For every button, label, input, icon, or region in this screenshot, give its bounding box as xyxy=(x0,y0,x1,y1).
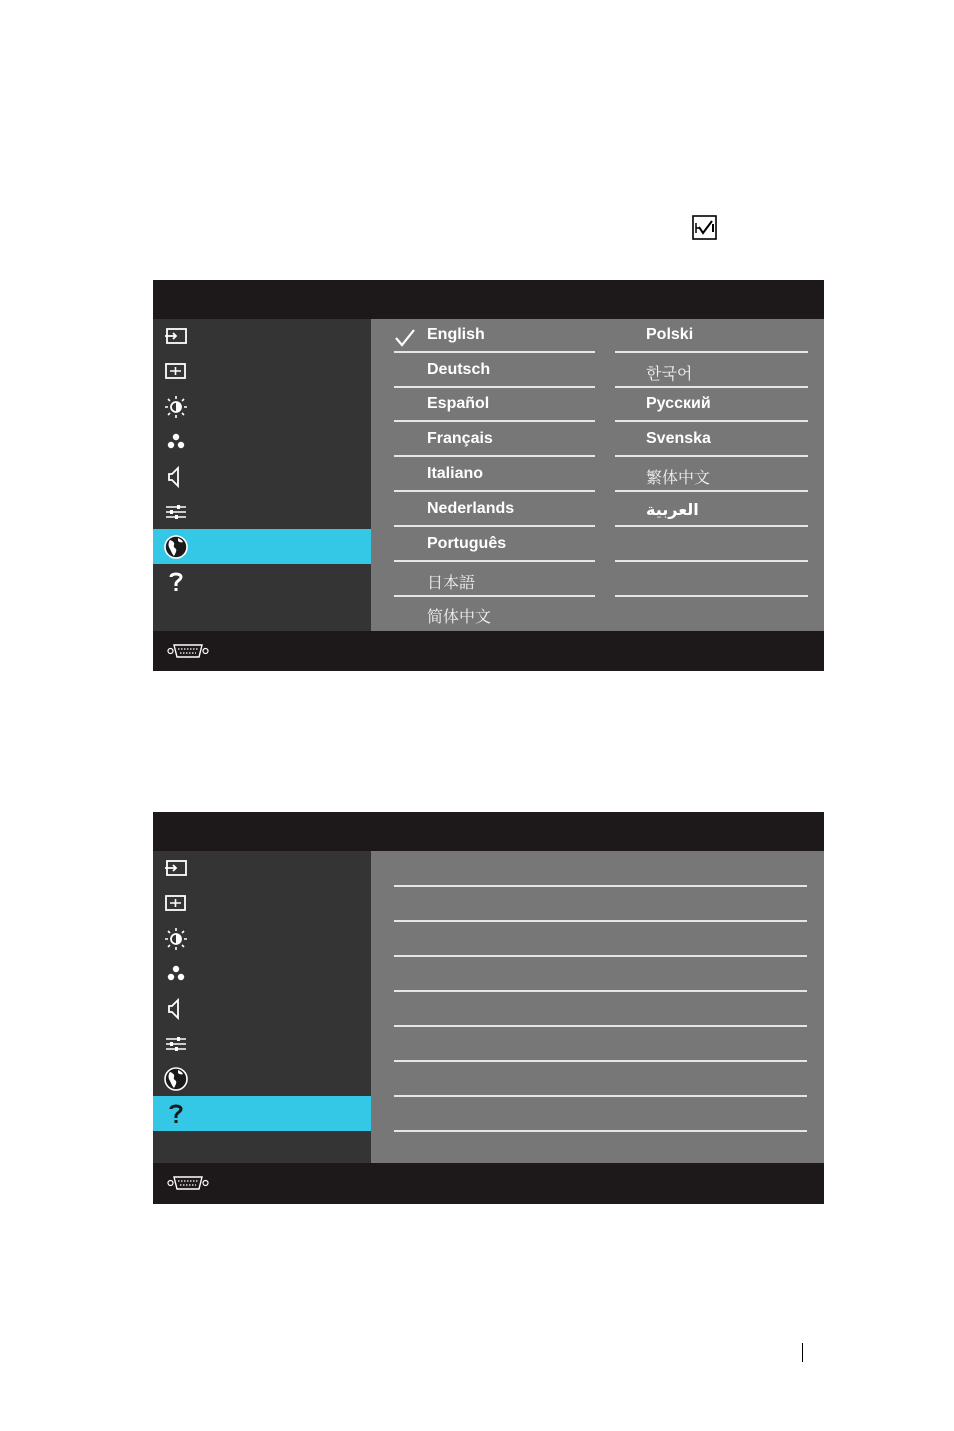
menu-row-divider xyxy=(394,1095,807,1097)
sidebar-item-auto-adjust[interactable] xyxy=(153,354,371,389)
language-option[interactable] xyxy=(394,563,595,597)
vga-connector-icon xyxy=(167,1174,209,1192)
language-label: Español xyxy=(427,395,490,412)
language-option[interactable] xyxy=(394,458,595,492)
language-option[interactable] xyxy=(394,354,595,388)
language-label: Deutsch xyxy=(427,361,491,378)
auto-adjust-icon xyxy=(163,891,189,917)
osd-sidebar xyxy=(153,319,371,631)
language-option[interactable] xyxy=(615,354,808,388)
language-icon xyxy=(163,1066,189,1092)
menu-row-divider xyxy=(394,1060,807,1062)
input-source-icon xyxy=(163,856,189,882)
language-label: Русский xyxy=(646,395,711,412)
language-option[interactable] xyxy=(615,563,808,597)
color-icon xyxy=(163,961,189,987)
audio-icon xyxy=(163,464,189,490)
vga-connector-icon xyxy=(167,642,209,660)
language-icon xyxy=(163,534,189,560)
input-source-icon xyxy=(163,324,189,350)
sidebar-item-color[interactable] xyxy=(153,956,371,991)
language-label: 日本語 xyxy=(427,575,476,592)
osd-title-bar xyxy=(153,812,824,851)
language-label: 한국어 xyxy=(646,366,693,383)
sidebar-item-help[interactable] xyxy=(153,1096,371,1131)
osd-language-panel xyxy=(371,319,824,631)
language-option[interactable] xyxy=(615,528,808,562)
language-option[interactable] xyxy=(394,388,595,422)
language-option[interactable] xyxy=(615,423,808,457)
osd-help-panel xyxy=(371,851,824,1163)
sidebar-item-language[interactable] xyxy=(153,529,371,564)
sidebar-item-brightness[interactable] xyxy=(153,389,371,424)
sidebar-item-audio[interactable] xyxy=(153,459,371,494)
language-option[interactable] xyxy=(394,319,595,353)
language-option[interactable] xyxy=(615,388,808,422)
language-label: Italiano xyxy=(427,465,484,482)
sidebar-item-auto-adjust[interactable] xyxy=(153,886,371,921)
color-icon xyxy=(163,429,189,455)
language-label: Nederlands xyxy=(427,500,515,517)
settings-icon xyxy=(163,499,189,525)
page-margin-mark xyxy=(802,1343,803,1362)
sidebar-item-settings[interactable] xyxy=(153,494,371,529)
menu-row-divider xyxy=(394,990,807,992)
osd-menu-help xyxy=(153,812,824,1204)
help-icon xyxy=(163,1101,189,1127)
language-option[interactable] xyxy=(615,493,808,527)
sidebar-item-color[interactable] xyxy=(153,424,371,459)
osd-menu-language xyxy=(153,280,824,671)
language-label: Português xyxy=(427,535,507,552)
menu-row-divider xyxy=(394,885,807,887)
sidebar-item-audio[interactable] xyxy=(153,991,371,1026)
sidebar-item-language[interactable] xyxy=(153,1061,371,1096)
sidebar-item-settings[interactable] xyxy=(153,1026,371,1061)
sidebar-item-input-source[interactable] xyxy=(153,319,371,354)
language-label: العربية xyxy=(646,502,699,519)
osd-status-bar xyxy=(153,1163,824,1204)
language-label: Français xyxy=(427,430,493,447)
language-label: Polski xyxy=(646,326,694,343)
language-option[interactable] xyxy=(394,423,595,457)
menu-row-divider xyxy=(394,1025,807,1027)
note-icon xyxy=(692,215,717,240)
brightness-icon xyxy=(163,394,189,420)
sidebar-item-input-source[interactable] xyxy=(153,851,371,886)
osd-sidebar xyxy=(153,851,371,1163)
help-icon xyxy=(163,569,189,595)
language-option[interactable] xyxy=(394,597,595,631)
menu-row-divider xyxy=(394,955,807,957)
language-option[interactable] xyxy=(394,528,595,562)
language-label: 简体中文 xyxy=(427,609,492,626)
language-label: English xyxy=(427,326,485,343)
sidebar-item-brightness[interactable] xyxy=(153,921,371,956)
language-option[interactable] xyxy=(615,319,808,353)
language-option[interactable] xyxy=(394,493,595,527)
menu-row-divider xyxy=(394,1130,807,1132)
brightness-icon xyxy=(163,926,189,952)
language-label: 繁体中文 xyxy=(646,470,711,487)
osd-title-bar xyxy=(153,280,824,319)
menu-row-divider xyxy=(394,920,807,922)
auto-adjust-icon xyxy=(163,359,189,385)
language-option[interactable] xyxy=(615,458,808,492)
settings-icon xyxy=(163,1031,189,1057)
checkmark-icon xyxy=(394,327,416,349)
sidebar-item-help[interactable] xyxy=(153,564,371,599)
language-label: Svenska xyxy=(646,430,711,447)
osd-status-bar xyxy=(153,631,824,671)
audio-icon xyxy=(163,996,189,1022)
